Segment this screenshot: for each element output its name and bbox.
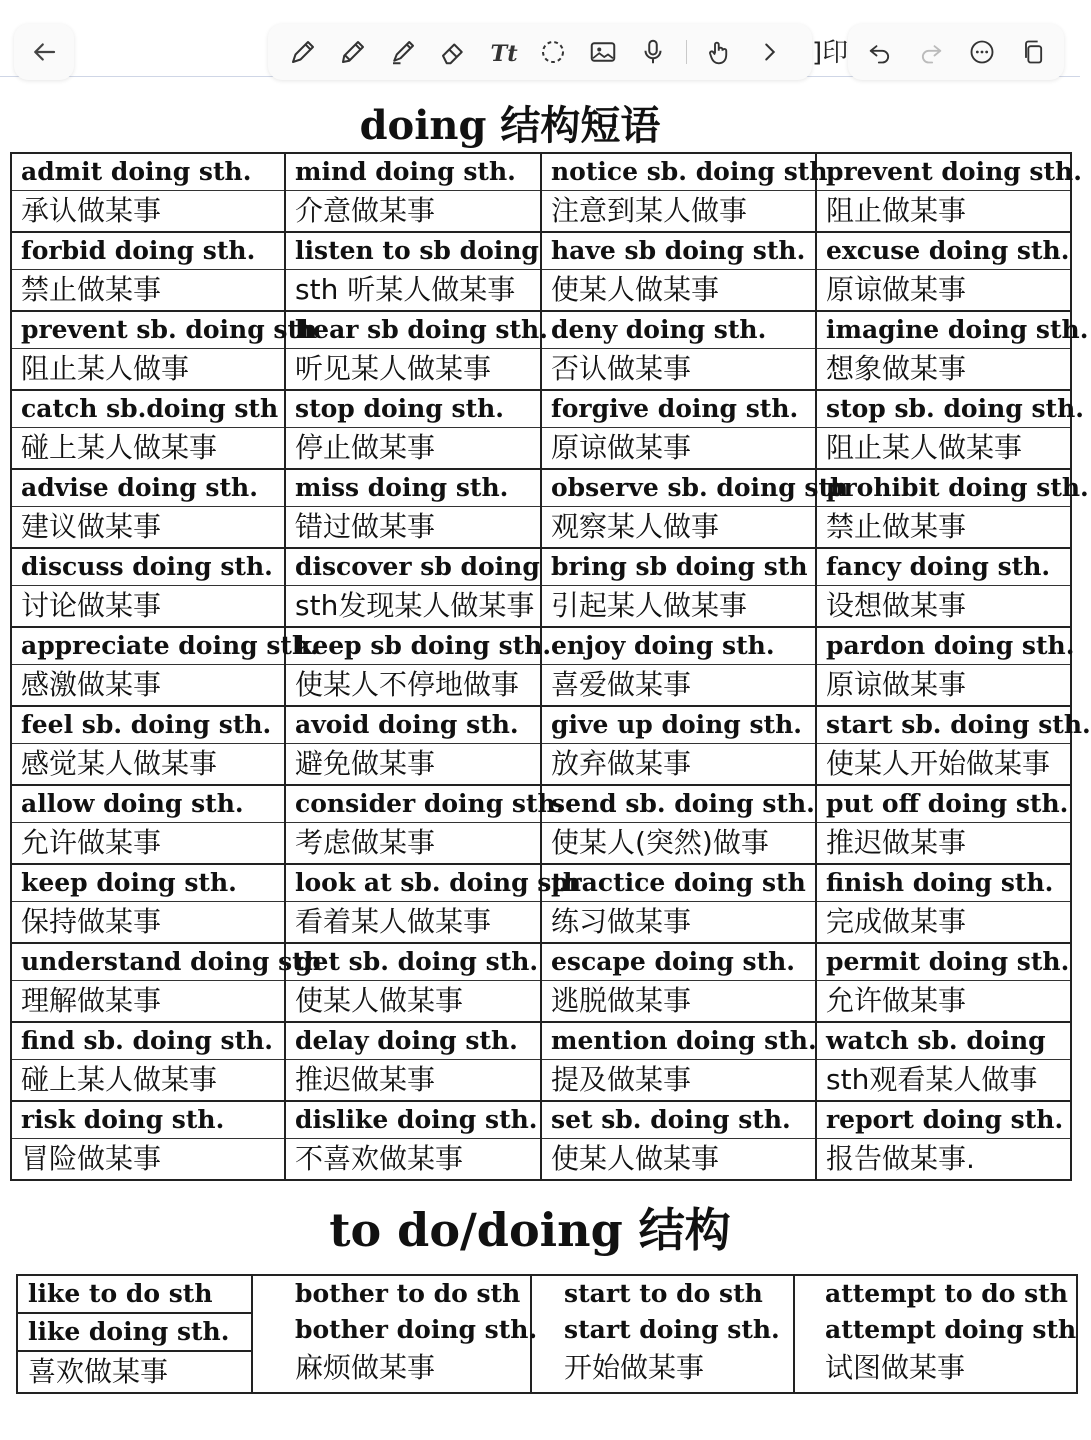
english-phrase: look at sb. doing sth bbox=[285, 864, 541, 902]
english-phrase: report doing sth. bbox=[816, 1101, 1071, 1139]
english-phrase: prevent doing sth. bbox=[816, 153, 1071, 191]
copy-pages-icon[interactable] bbox=[1016, 35, 1050, 69]
phrase-row-english bbox=[11, 706, 1071, 744]
chinese-meaning: 试图做某事 bbox=[825, 1351, 966, 1384]
phrase-row-chinese bbox=[11, 902, 1071, 944]
english-phrase: miss doing sth. bbox=[285, 469, 541, 507]
todo-doing-table bbox=[16, 1274, 1078, 1394]
english-phrase: finish doing sth. bbox=[816, 864, 1071, 902]
redo-icon[interactable] bbox=[914, 35, 948, 69]
chinese-meaning: 开始做某事 bbox=[564, 1351, 705, 1384]
chinese-meaning: 使某人开始做某事 bbox=[816, 744, 1071, 786]
english-phrase: understand doing sth bbox=[11, 943, 285, 981]
chinese-meaning: 理解做某事 bbox=[11, 981, 285, 1023]
phrase-row-english bbox=[11, 153, 1071, 191]
english-phrase: dislike doing sth. bbox=[285, 1101, 541, 1139]
english-phrase: listen to sb doing bbox=[285, 232, 541, 270]
english-phrase: mind doing sth. bbox=[285, 153, 541, 191]
english-phrase: stop doing sth. bbox=[285, 390, 541, 428]
chinese-meaning: 完成做某事 bbox=[816, 902, 1071, 944]
chinese-meaning: 使某人不停地做事 bbox=[285, 665, 541, 707]
doing-phrase-table bbox=[10, 152, 1091, 1181]
chinese-meaning: 喜爱做某事 bbox=[541, 665, 816, 707]
english-phrase: have sb doing sth. bbox=[541, 232, 816, 270]
english-phrase: forbid doing sth. bbox=[11, 232, 285, 270]
toolbar-divider bbox=[686, 40, 687, 64]
english-phrase: bring sb doing sth bbox=[541, 548, 816, 586]
english-phrase: practice doing sth bbox=[541, 864, 816, 902]
phrase-row-chinese bbox=[11, 507, 1071, 549]
chinese-meaning: sth观看某人做事 bbox=[816, 1060, 1071, 1102]
chinese-meaning: 阻止某人做某事 bbox=[816, 428, 1071, 470]
doing-form: like doing sth. bbox=[18, 1314, 251, 1352]
english-phrase: delay doing sth. bbox=[285, 1022, 541, 1060]
chinese-meaning: 感觉某人做某事 bbox=[11, 744, 285, 786]
phrase-row-english bbox=[11, 548, 1071, 586]
english-phrase: discover sb doing bbox=[285, 548, 541, 586]
phrase-row-chinese bbox=[11, 1060, 1071, 1102]
chinese-meaning: 介意做某事 bbox=[285, 191, 541, 233]
english-phrase: escape doing sth. bbox=[541, 943, 816, 981]
phrase-row-english bbox=[11, 785, 1071, 823]
english-phrase: permit doing sth. bbox=[816, 943, 1071, 981]
eraser-icon[interactable] bbox=[436, 35, 470, 69]
english-phrase: watch sb. doing bbox=[816, 1022, 1071, 1060]
phrase-row-chinese bbox=[11, 586, 1071, 628]
chinese-meaning: 注意到某人做事 bbox=[541, 191, 816, 233]
english-phrase: avoid doing sth. bbox=[285, 706, 541, 744]
hand-pointer-icon[interactable] bbox=[703, 35, 737, 69]
chinese-meaning: 放弃做某事 bbox=[541, 744, 816, 786]
phrase-row-chinese bbox=[11, 349, 1071, 391]
lasso-icon[interactable] bbox=[536, 35, 570, 69]
english-phrase: risk doing sth. bbox=[11, 1101, 285, 1139]
chinese-meaning: 提及做某事 bbox=[541, 1060, 816, 1102]
chinese-meaning: 避免做某事 bbox=[285, 744, 541, 786]
english-phrase: forgive doing sth. bbox=[541, 390, 816, 428]
to-do-form: attempt to do sth bbox=[825, 1279, 1068, 1308]
chinese-meaning: 逃脱做某事 bbox=[541, 981, 816, 1023]
english-phrase: put off doing sth. bbox=[816, 785, 1071, 823]
phrase-row-english bbox=[11, 390, 1071, 428]
chinese-meaning: 喜欢做某事 bbox=[28, 1355, 169, 1388]
chinese-meaning: 考虑做某事 bbox=[285, 823, 541, 865]
english-phrase: excuse doing sth. bbox=[816, 232, 1071, 270]
section1-title: doing 结构短语 bbox=[359, 102, 661, 149]
chinese-meaning: 使某人做某事 bbox=[285, 981, 541, 1023]
chinese-meaning: 否认做某事 bbox=[541, 349, 816, 391]
chinese-meaning: 阻止某人做事 bbox=[11, 349, 285, 391]
undo-icon[interactable] bbox=[863, 35, 897, 69]
chinese-meaning: 碰上某人做某事 bbox=[11, 1060, 285, 1102]
chinese-meaning: 使某人做某事 bbox=[541, 270, 816, 312]
drawing-toolbar bbox=[268, 24, 812, 80]
phrase-row-english bbox=[11, 311, 1071, 349]
english-phrase: catch sb.doing sth bbox=[11, 390, 285, 428]
doing-form: bother doing sth. bbox=[295, 1315, 538, 1344]
phrase-row-chinese bbox=[11, 981, 1071, 1023]
doing-form: start doing sth. bbox=[564, 1315, 780, 1344]
english-phrase: imagine doing sth. bbox=[816, 311, 1071, 349]
doing-form: attempt doing sth bbox=[825, 1315, 1077, 1344]
phrase-row-chinese bbox=[11, 744, 1071, 786]
phrase-row-chinese bbox=[11, 823, 1071, 865]
chinese-meaning: 观察某人做事 bbox=[541, 507, 816, 549]
english-phrase: consider doing sth. bbox=[285, 785, 541, 823]
english-phrase: mention doing sth. bbox=[541, 1022, 816, 1060]
chinese-meaning: 原谅做某事 bbox=[541, 428, 816, 470]
english-phrase: start sb. doing sth. bbox=[816, 706, 1071, 744]
chinese-meaning: sth 听某人做某事 bbox=[285, 270, 541, 312]
chinese-meaning: 允许做某事 bbox=[816, 981, 1071, 1023]
phrase-row-english bbox=[11, 943, 1071, 981]
english-phrase: prohibit doing sth. bbox=[816, 469, 1071, 507]
phrase-row-english bbox=[11, 469, 1071, 507]
english-phrase: give up doing sth. bbox=[541, 706, 816, 744]
phrase-row-english bbox=[11, 1101, 1071, 1139]
chinese-meaning: 禁止做某事 bbox=[816, 507, 1071, 549]
chinese-meaning: 报告做某事. bbox=[816, 1139, 1071, 1181]
image-icon[interactable] bbox=[586, 35, 620, 69]
chinese-meaning: 禁止做某事 bbox=[11, 270, 285, 312]
phrase-row-english bbox=[11, 1022, 1071, 1060]
chinese-meaning: 推迟做某事 bbox=[285, 1060, 541, 1102]
chinese-meaning: 保持做某事 bbox=[11, 902, 285, 944]
phrase-row-english bbox=[11, 627, 1071, 665]
chinese-meaning: 想象做某事 bbox=[816, 349, 1071, 391]
chinese-meaning: 停止做某事 bbox=[285, 428, 541, 470]
to-do-form: bother to do sth bbox=[295, 1279, 521, 1308]
chinese-meaning: 原谅做某事 bbox=[816, 665, 1071, 707]
chinese-meaning: 原谅做某事 bbox=[816, 270, 1071, 312]
english-phrase: allow doing sth. bbox=[11, 785, 285, 823]
to-do-form: like to do sth bbox=[18, 1276, 251, 1314]
english-phrase: send sb. doing sth. bbox=[541, 785, 816, 823]
phrase-row-chinese bbox=[11, 665, 1071, 707]
english-phrase: notice sb. doing sth bbox=[541, 153, 816, 191]
todo-doing-cell bbox=[252, 1275, 538, 1393]
english-phrase: appreciate doing sth. bbox=[11, 627, 285, 665]
chinese-meaning: 使某人(突然)做事 bbox=[541, 823, 816, 865]
english-phrase: fancy doing sth. bbox=[816, 548, 1071, 586]
chinese-meaning: 麻烦做某事 bbox=[295, 1351, 436, 1384]
english-phrase: deny doing sth. bbox=[541, 311, 816, 349]
todo-doing-cell bbox=[531, 1275, 794, 1393]
phrase-row-chinese bbox=[11, 270, 1071, 312]
chinese-meaning: 建议做某事 bbox=[11, 507, 285, 549]
english-phrase: keep sb doing sth. bbox=[285, 627, 541, 665]
chinese-meaning: 碰上某人做某事 bbox=[11, 428, 285, 470]
phrase-row-english bbox=[11, 864, 1071, 902]
english-phrase: advise doing sth. bbox=[11, 469, 285, 507]
back-button[interactable] bbox=[14, 24, 74, 80]
english-phrase: feel sb. doing sth. bbox=[11, 706, 285, 744]
chinese-meaning: 不喜欢做某事 bbox=[285, 1139, 541, 1181]
chinese-meaning: 承认做某事 bbox=[11, 191, 285, 233]
chinese-meaning: sth发现某人做某事 bbox=[285, 586, 541, 628]
chinese-meaning: 错过做某事 bbox=[285, 507, 541, 549]
chinese-meaning: 冒险做某事 bbox=[11, 1139, 285, 1181]
text-tool-icon[interactable] bbox=[486, 35, 520, 69]
pen-icon[interactable] bbox=[286, 35, 320, 69]
english-phrase: discuss doing sth. bbox=[11, 548, 285, 586]
clipped-toolbar-text: ]印 bbox=[812, 38, 849, 68]
phrase-row-chinese bbox=[11, 1139, 1071, 1181]
todo-doing-cell bbox=[794, 1275, 1077, 1393]
phrase-row-chinese bbox=[11, 191, 1071, 233]
english-phrase: hear sb doing sth. bbox=[285, 311, 541, 349]
chinese-meaning: 使某人做某事 bbox=[541, 1139, 816, 1181]
phrase-row-chinese bbox=[11, 428, 1071, 470]
english-phrase: keep doing sth. bbox=[11, 864, 285, 902]
microphone-icon[interactable] bbox=[636, 35, 670, 69]
section2-title: to do/doing 结构 bbox=[329, 1203, 731, 1257]
svg-text:Tt: Tt bbox=[490, 40, 518, 67]
english-phrase: stop sb. doing sth. bbox=[816, 390, 1071, 428]
english-phrase: get sb. doing sth. bbox=[285, 943, 541, 981]
pencil-icon[interactable] bbox=[336, 35, 370, 69]
chinese-meaning: 看着某人做某事 bbox=[285, 902, 541, 944]
chinese-meaning: 练习做某事 bbox=[541, 902, 816, 944]
edit-controls bbox=[848, 24, 1064, 80]
highlighter-icon[interactable] bbox=[386, 35, 420, 69]
english-phrase: admit doing sth. bbox=[11, 153, 285, 191]
chinese-meaning: 推迟做某事 bbox=[816, 823, 1071, 865]
back-arrow-icon bbox=[27, 35, 61, 69]
chevron-right-icon[interactable] bbox=[753, 35, 787, 69]
english-phrase: find sb. doing sth. bbox=[11, 1022, 285, 1060]
chinese-meaning: 允许做某事 bbox=[11, 823, 285, 865]
to-do-form: start to do sth bbox=[564, 1279, 763, 1308]
todo-doing-cell bbox=[17, 1275, 252, 1393]
english-phrase: prevent sb. doing sth bbox=[11, 311, 285, 349]
phrase-row-english bbox=[11, 232, 1071, 270]
english-phrase: set sb. doing sth. bbox=[541, 1101, 816, 1139]
english-phrase: observe sb. doing sth bbox=[541, 469, 816, 507]
english-phrase: enjoy doing sth. bbox=[541, 627, 816, 665]
chinese-meaning: 引起某人做某事 bbox=[541, 586, 816, 628]
chinese-meaning: 听见某人做某事 bbox=[285, 349, 541, 391]
chinese-meaning: 设想做某事 bbox=[816, 586, 1071, 628]
chinese-meaning: 感激做某事 bbox=[11, 665, 285, 707]
english-phrase: pardon doing sth. bbox=[816, 627, 1071, 665]
more-options-icon[interactable] bbox=[965, 35, 999, 69]
chinese-meaning: 讨论做某事 bbox=[11, 586, 285, 628]
chinese-meaning: 阻止做某事 bbox=[816, 191, 1071, 233]
